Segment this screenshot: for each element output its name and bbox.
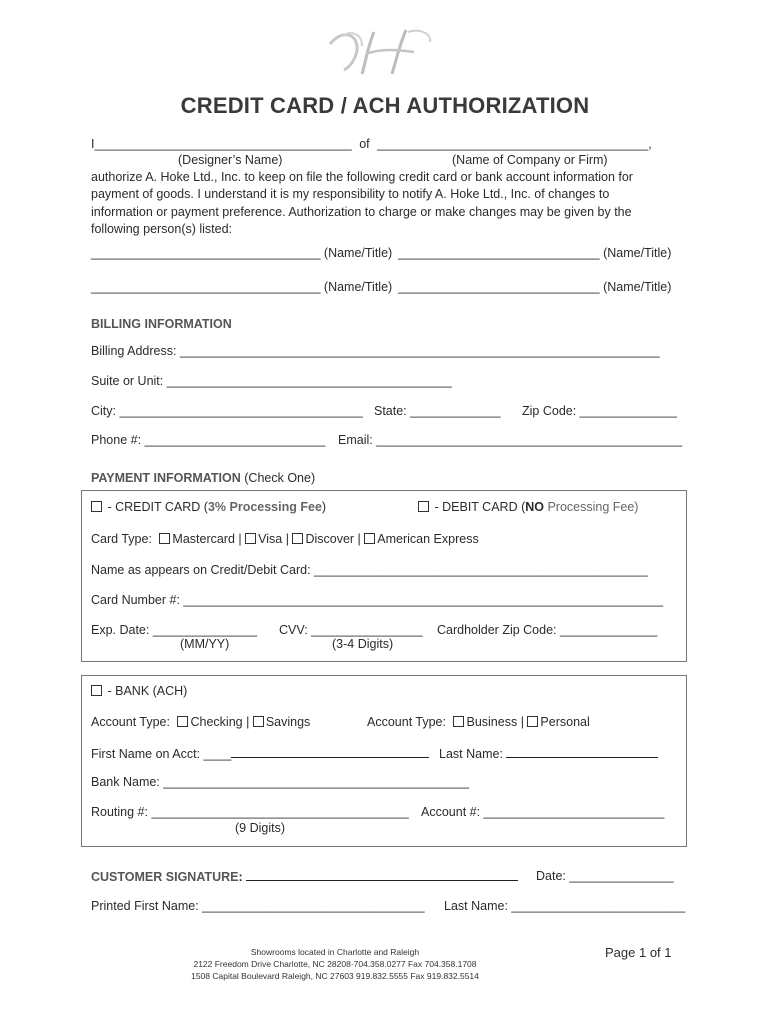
printed-first-name-field[interactable]: Printed First Name: ________________________________ [91, 899, 425, 913]
company-name-label: (Name of Company or Firm) [452, 153, 608, 167]
authorization-paragraph: authorize A. Hoke Ltd., Inc. to keep on file the following credit card or bank account information for payment of goods. I understand it is my responsibility to notify A. Hoke Ltd., Inc. of changes to information or payment preference. Authorization to charge or make changes may be given by the following person(s) listed: [91, 170, 633, 236]
designer-name-label: (Designer’s Name) [178, 153, 283, 167]
name-on-card-field[interactable]: Name as appears on Credit/Debit Card: ________________________________________________ [91, 563, 648, 577]
footer-address: Showrooms located in Charlotte and Raleigh 2122 Freedom Drive Charlotte, NC 28208·704.358.0277 Fax 704.358.1708 1508 Capital Boulevard Raleigh, NC 27603 919.832.5555 Fax 919.832.5514 [191, 947, 479, 981]
business-checkbox[interactable] [453, 716, 464, 727]
card-number-field[interactable]: Card Number #: _____________________________________________________________________ [91, 593, 664, 607]
phone-field[interactable]: Phone #: __________________________ [91, 433, 326, 447]
account-type-row-b: Account Type: Business | Personal [367, 715, 590, 729]
bank-section [81, 675, 687, 847]
page-title: CREDIT CARD / ACH AUTHORIZATION [180, 93, 590, 118]
city-field[interactable]: City: ___________________________________ [91, 404, 363, 418]
authorized-person-row-2b[interactable]: _____________________________ (Name/Title) [398, 280, 672, 294]
page-number: Page 1 of 1 [605, 945, 672, 960]
discover-checkbox[interactable] [292, 533, 303, 544]
savings-checkbox[interactable] [253, 716, 264, 727]
checking-checkbox[interactable] [177, 716, 188, 727]
signature-date-field[interactable]: Date: _______________ [536, 869, 674, 883]
bank-option[interactable]: - BANK (ACH) [91, 684, 187, 698]
email-field[interactable]: Email: ____________________________________________ [338, 433, 683, 447]
debit-card-checkbox[interactable] [418, 501, 429, 512]
payment-heading: PAYMENT INFORMATION (Check One) [91, 471, 316, 485]
state-field[interactable]: State: _____________ [374, 404, 501, 418]
cardholder-zip-field[interactable]: Cardholder Zip Code: ______________ [437, 623, 658, 637]
exp-date-field[interactable]: Exp. Date: _______________ [91, 623, 258, 637]
card-type-row: Card Type: Mastercard | Visa | Discover | American Express [91, 532, 479, 546]
printed-last-name-field[interactable]: Last Name: _________________________ [444, 899, 686, 913]
authorized-person-row-1[interactable]: _________________________________ (Name/Title) [91, 246, 393, 260]
credit-card-option[interactable]: - CREDIT CARD (3% Processing Fee) [91, 500, 326, 514]
billing-heading: BILLING INFORMATION [91, 317, 232, 331]
cvv-hint: (3-4 Digits) [332, 637, 394, 651]
authorized-person-row-2[interactable]: _________________________________ (Name/Title) [91, 280, 393, 294]
account-type-row-a: Account Type: Checking | Savings [91, 715, 311, 729]
cvv-field[interactable]: CVV: ________________ [279, 623, 423, 637]
routing-field[interactable]: Routing #: _____________________________________ [91, 805, 409, 819]
mastercard-checkbox[interactable] [159, 533, 170, 544]
designer-name-field[interactable]: I_____________________________________ of _______________________________________, [91, 137, 652, 151]
visa-checkbox[interactable] [245, 533, 256, 544]
account-number-field[interactable]: Account #: __________________________ [421, 805, 665, 819]
credit-card-checkbox[interactable] [91, 501, 102, 512]
routing-hint: (9 Digits) [235, 821, 286, 835]
suite-field[interactable]: Suite or Unit: _________________________________________ [91, 374, 452, 388]
first-name-acct-field[interactable]: First Name on Acct: ____ [91, 746, 429, 761]
amex-checkbox[interactable] [364, 533, 375, 544]
authorized-person-row-1b[interactable]: _____________________________ (Name/Title) [398, 246, 672, 260]
exp-date-hint: (MM/YY) [180, 637, 230, 651]
bank-name-field[interactable]: Bank Name: ____________________________________________ [91, 775, 470, 789]
personal-checkbox[interactable] [527, 716, 538, 727]
last-name-acct-field[interactable]: Last Name: [439, 746, 658, 761]
bank-checkbox[interactable] [91, 685, 102, 696]
customer-signature-field[interactable]: CUSTOMER SIGNATURE: [91, 869, 518, 884]
debit-card-option[interactable]: - DEBIT CARD (NO Processing Fee) [418, 500, 638, 514]
billing-address-field[interactable]: Billing Address: _____________________________________________________________________ [91, 344, 660, 358]
company-logo [322, 26, 442, 78]
zip-field[interactable]: Zip Code: ______________ [522, 404, 677, 418]
